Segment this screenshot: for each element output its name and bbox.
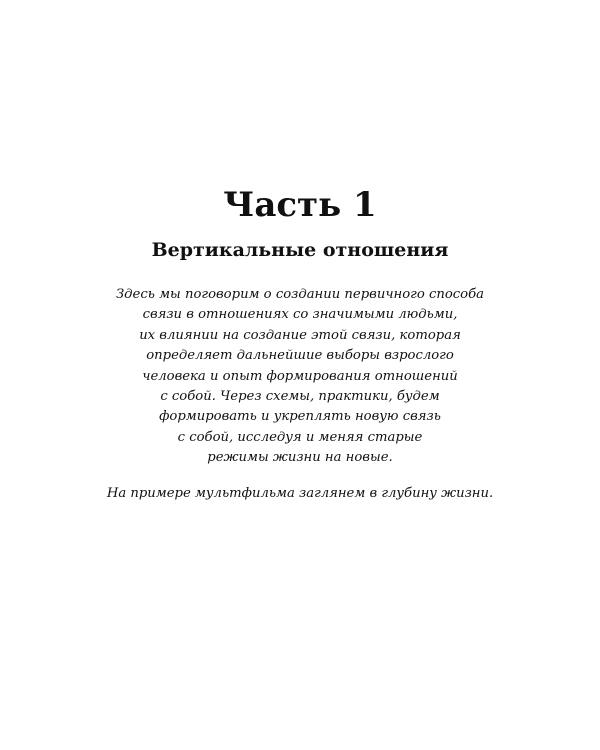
- intro-line: с собой. Через схемы, практики, будем: [160, 389, 440, 405]
- section-subtitle: Вертикальные отношения: [151, 239, 449, 261]
- intro-line: определяет дальнейшие выборы взрослого: [146, 348, 454, 364]
- part-title: Часть 1: [223, 185, 377, 225]
- intro-line: режимы жизни на новые.: [207, 450, 393, 466]
- intro-paragraph: [60, 285, 540, 469]
- intro-line: связи в отношениях со значимыми людьми,: [142, 307, 458, 323]
- intro-line: их влиянии на создание этой связи, которая: [139, 327, 461, 343]
- intro-line: Здесь мы поговорим о создании первичного способа: [115, 287, 485, 302]
- intro-line: с собой, исследуя и меняя старые: [177, 429, 423, 445]
- intro-line: формировать и укреплять новую связь: [159, 409, 441, 425]
- closing-line: На примере мультфильма заглянем в глубину жизни.: [106, 486, 494, 501]
- intro-line: человека и опыт формирования отношений: [142, 368, 458, 384]
